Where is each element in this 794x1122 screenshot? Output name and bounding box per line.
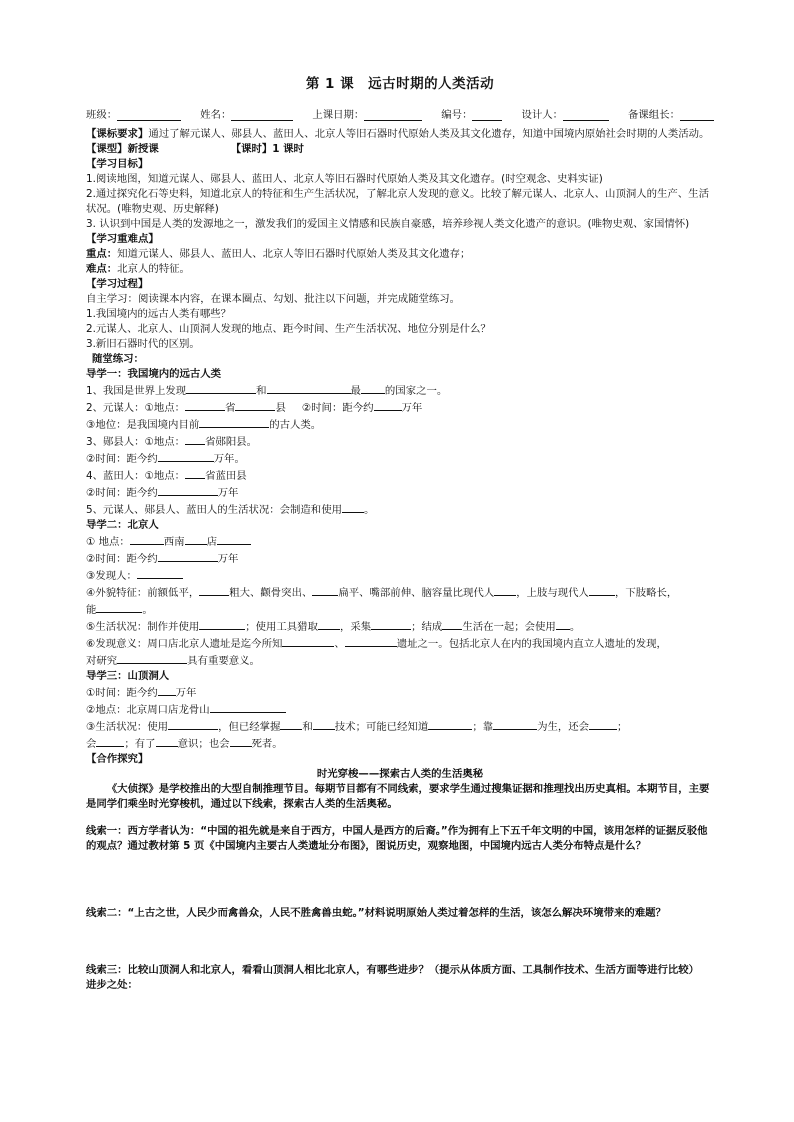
guide2-line: [86, 567, 714, 584]
leader-label: 备课组长：: [628, 109, 680, 121]
designer-field: [521, 106, 609, 121]
guide2-line: [86, 584, 714, 601]
text: 遗址之一。包括北京人在内的我国境内直立人遗址的发现，: [396, 638, 667, 650]
guide2-title: 导学二：北京人: [86, 519, 159, 531]
text: ，但已经掌握: [218, 721, 281, 733]
text: 具有重要意义。: [187, 655, 260, 667]
leader-field: [628, 106, 714, 121]
fill-blank[interactable]: [493, 718, 537, 730]
fill-blank[interactable]: [199, 618, 245, 630]
fill-blank[interactable]: [267, 382, 351, 394]
fill-blank[interactable]: [96, 601, 142, 613]
course-type-label: 【课型】: [86, 143, 128, 155]
date-field: [312, 106, 422, 121]
guide1-line: [86, 467, 714, 484]
guide1-title: 导学一：我国境内的远古人类: [86, 368, 222, 380]
fill-blank[interactable]: [235, 399, 275, 411]
text: ；靠: [472, 721, 494, 733]
text: 的国家之一。: [384, 385, 448, 397]
fill-blank[interactable]: [342, 501, 364, 513]
fill-blank[interactable]: [185, 433, 205, 445]
guide2-line: [86, 601, 714, 618]
goal-item: 1.阅读地图，知道元谋人、郧县人、蓝田人、北京人等旧石器时代原始人类及其文化遗存。(时空观念、史料实证): [86, 173, 603, 185]
text: 1、我国是世界上发现: [86, 385, 187, 397]
goals-heading: 【学习目标】: [86, 158, 149, 170]
text: ④外貌特征：前额低平，: [86, 587, 200, 599]
text: 和: [256, 385, 267, 397]
class-blank[interactable]: [117, 109, 181, 121]
text: 生活在一起；会使用: [462, 621, 556, 633]
text: ②时间：距今约: [86, 453, 158, 465]
worksheet-page: [86, 72, 714, 993]
guide2-line: [86, 550, 714, 567]
text: 省蓝田县: [205, 470, 247, 482]
text: 扁平、嘴部前伸、脑容量比现代人: [338, 587, 495, 599]
text: ③发现人：: [86, 570, 137, 582]
number-blank[interactable]: [472, 109, 502, 121]
header-info-row: [86, 106, 714, 121]
clue-two: 线索二：“上古之世，人民少而禽兽众，人民不胜禽兽虫蛇。”材料说明原始人类过着怎样的生活，该怎么解决环境带来的难题？: [86, 907, 666, 919]
number-field: [441, 106, 502, 121]
text: 省: [225, 402, 236, 414]
standard-label: 【课标要求】: [86, 128, 149, 140]
self-study: [86, 292, 714, 307]
text: 店: [206, 536, 217, 548]
fill-blank[interactable]: [217, 533, 251, 545]
text: ⑥发现意义：周口店北京人遗址是迄今所知: [86, 638, 283, 650]
text: ②时间：距今约: [301, 402, 374, 414]
fill-blank[interactable]: [371, 618, 411, 630]
hard-text: 北京人的特征。: [117, 263, 190, 275]
text: 2、元谋人：①地点：: [86, 402, 186, 414]
text: 3、郧县人：①地点：: [86, 436, 186, 448]
name-label: 姓名：: [200, 109, 232, 121]
fill-blank[interactable]: [318, 618, 340, 630]
text: ②时间：距今约: [86, 553, 158, 565]
text: 5、元谋人、郧县人、蓝田人的生活状况：会制造和使用: [86, 504, 342, 516]
text: 万年: [217, 487, 239, 499]
text: 县: [275, 402, 286, 414]
date-blank[interactable]: [364, 109, 422, 121]
goal-item: 3. 认识到中国是人类的发源地之一，激发我们的爱国主义情感和民族自豪感，培养珍视人类文化遗产的意识。(唯物史观、家国情怀): [86, 218, 690, 230]
fill-blank[interactable]: [556, 618, 570, 630]
guide3-title: 导学三：山顶洞人: [86, 670, 170, 682]
text: 万年: [217, 553, 239, 565]
text: ；有了: [124, 738, 156, 750]
fill-blank[interactable]: [589, 584, 615, 596]
answer-space[interactable]: [86, 921, 714, 963]
course-time-value: 1 课时: [272, 143, 304, 155]
fill-blank[interactable]: [137, 567, 183, 579]
guide2-line: [86, 533, 714, 550]
fill-blank[interactable]: [156, 735, 178, 747]
fill-blank[interactable]: [282, 635, 334, 647]
leader-blank[interactable]: [680, 109, 714, 121]
standard-text: 通过了解元谋人、郧县人、蓝田人、北京人等旧石器时代原始人类及其文化遗存，知道中国境内原始社会时期的人类活动。: [148, 128, 710, 140]
fill-blank[interactable]: [210, 701, 286, 713]
fill-blank[interactable]: [312, 584, 338, 596]
guide3-line: [86, 718, 714, 735]
guide3-line: [86, 701, 714, 718]
designer-label: 设计人：: [521, 109, 564, 121]
guide1-line: [86, 399, 714, 416]
text: 、: [334, 638, 345, 650]
text: 粗大、颧骨突出、: [229, 587, 313, 599]
text: 最: [350, 385, 361, 397]
guide1-line: [86, 433, 714, 450]
text: 技术；可能已经知道: [334, 721, 429, 733]
clue-one: 线索一：西方学者认为：“中国的祖先就是来自于西方，中国人是西方的后裔。”作为拥有上下五千年文明的中国，该用怎样的证据反驳他的观点？通过教材第 5 页《中国境内主要古人类遗址分布图》，图说历史，观察地图，中国境内远古人类分布特点是什么？: [86, 825, 708, 852]
fill-blank[interactable]: [230, 735, 252, 747]
number-label: 编号：: [441, 109, 473, 121]
key-label: 重点：: [86, 248, 118, 260]
lesson-title: 第 1 课 远古时期的人类活动: [305, 76, 495, 92]
fill-blank[interactable]: [185, 533, 207, 545]
self-study-label: 自主学习：: [86, 293, 138, 305]
fill-blank[interactable]: [185, 467, 205, 479]
text: 意识；也会: [177, 738, 230, 750]
text: ②地点：北京周口店龙骨山: [86, 704, 210, 716]
cooperate-heading: 【合作探究】: [86, 753, 149, 765]
guide2-line: [86, 652, 714, 669]
fill-blank[interactable]: [96, 735, 124, 747]
course-time-label: 【课时】: [230, 143, 273, 155]
guide3-line: [86, 735, 714, 752]
standard-paragraph: [86, 127, 714, 142]
key-point: [86, 247, 714, 262]
hard-label: 难点：: [86, 263, 118, 275]
fill-blank[interactable]: [158, 684, 176, 696]
guide1-line: [86, 501, 714, 518]
fill-blank[interactable]: [130, 533, 164, 545]
text: ，下肢略长，: [614, 587, 678, 599]
text: 为生，还会: [537, 721, 590, 733]
fill-blank[interactable]: [186, 382, 256, 394]
text: ，上肢与现代人: [516, 587, 589, 599]
key-text: 知道元谋人、郧县人、蓝田人、北京人等旧石器时代原始人类及其文化遗存；: [117, 248, 471, 260]
text: 会: [86, 738, 97, 750]
goal-item: 2.通过探究化石等史料，知道北京人的特征和生产生活状况，了解北京人发现的意义。比较了解元谋人、北京人、山顶洞人的生产、生活状况。(唯物史观、历史解释): [86, 188, 709, 215]
fill-blank[interactable]: [428, 718, 472, 730]
cooperate-intro: 《大侦探》是学校推出的大型自制推理节目。每期节目都有不同线索，要求学生通过搜集证据和推理找出历史真相。本期节目，主要是同学们乘坐时光穿梭机，通过以下线索，探索古人类的生活奥秘。: [86, 783, 710, 810]
keypoints-heading: 【学习重难点】: [86, 233, 159, 245]
fill-blank[interactable]: [185, 399, 225, 411]
question-item: 2.元谋人、北京人、山顶洞人发现的地点、距今时间、生产生活状况、地位分别是什么？: [86, 323, 491, 335]
course-type-value: 新授课: [127, 143, 159, 155]
text: 万年: [401, 402, 423, 414]
fill-blank[interactable]: [158, 450, 214, 462]
text: 省郧阳县。: [205, 436, 258, 448]
guide1-line: [86, 450, 714, 467]
text: 。: [363, 504, 375, 516]
text: ① 地点：: [86, 536, 130, 548]
text: 和: [302, 721, 313, 733]
text: ；结成: [411, 621, 443, 633]
name-blank[interactable]: [231, 109, 293, 121]
guide1-line: [86, 416, 714, 433]
text: 4、蓝田人：①地点：: [86, 470, 186, 482]
designer-blank[interactable]: [563, 109, 609, 121]
text: ②时间：距今约: [86, 487, 158, 499]
text: 。: [142, 604, 153, 616]
fill-blank[interactable]: [313, 718, 335, 730]
fill-blank[interactable]: [117, 652, 187, 664]
text: 西南: [163, 536, 185, 548]
class-label: 班级：: [86, 109, 118, 121]
text: 。: [569, 621, 581, 633]
fill-blank[interactable]: [374, 399, 402, 411]
fill-blank[interactable]: [168, 718, 218, 730]
fill-blank[interactable]: [345, 635, 397, 647]
text: 万年。: [213, 453, 245, 465]
text: 死者。: [251, 738, 283, 750]
answer-space[interactable]: [86, 854, 714, 906]
question-item: 3.新旧石器时代的区别。: [86, 338, 200, 350]
text: 能: [86, 604, 97, 616]
guide1-line: [86, 484, 714, 501]
text: ③地位：是我国境内目前: [86, 419, 200, 431]
fill-blank[interactable]: [442, 618, 462, 630]
class-field: [86, 106, 181, 121]
fill-blank[interactable]: [494, 584, 516, 596]
self-study-text: 阅读课本内容，在课本圈点、勾划、批注以下问题，并完成随堂练习。: [137, 293, 461, 305]
guide2-line: [86, 618, 714, 635]
fill-blank[interactable]: [158, 550, 218, 562]
text: 对研究: [86, 655, 118, 667]
course-info: [86, 142, 714, 157]
cooperate-subtitle: 时光穿梭——探索古人类的生活奥秘: [316, 768, 484, 780]
name-field: [200, 106, 293, 121]
guide2-line: [86, 635, 714, 652]
clue-three: 线索三：比较山顶洞人和北京人，看看山顶洞人相比北京人，有哪些进步？（提示从体质方面、工具制作技术、生活方面等进行比较）: [86, 964, 700, 976]
guide3-line: [86, 684, 714, 701]
fill-blank[interactable]: [361, 382, 385, 394]
text: ③生活状况：使用: [86, 721, 169, 733]
fill-blank[interactable]: [199, 584, 229, 596]
fill-blank[interactable]: [199, 416, 269, 428]
fill-blank[interactable]: [589, 718, 617, 730]
fill-blank[interactable]: [158, 484, 218, 496]
text: ；使用工具猎取: [245, 621, 318, 633]
question-item: 1.我国境内的远古人类有哪些？: [86, 308, 231, 320]
process-heading: 【学习过程】: [86, 278, 149, 290]
fill-blank[interactable]: [280, 718, 302, 730]
progress-label: 进步之处：: [86, 979, 138, 991]
text: ，采集: [339, 621, 372, 633]
date-label: 上课日期：: [312, 109, 365, 121]
text: ；: [617, 721, 628, 733]
text: ①时间：距今约: [86, 687, 158, 699]
text: 万年: [175, 687, 197, 699]
hard-point: [86, 262, 714, 277]
text: 的古人类。: [269, 419, 322, 431]
practice-label: 随堂练习：: [92, 353, 144, 365]
guide1-line: [86, 382, 714, 399]
text: ⑤生活状况：制作并使用: [86, 621, 200, 633]
